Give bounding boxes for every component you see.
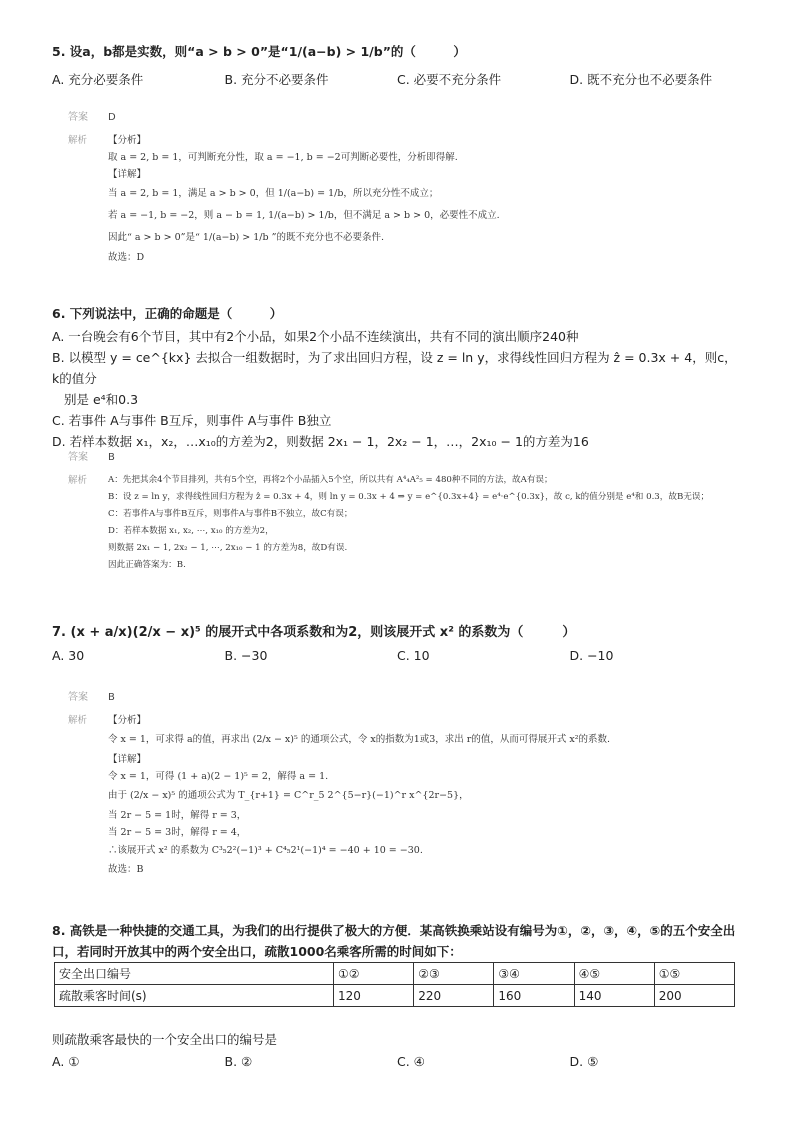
- question-7-options: [52, 648, 742, 663]
- option-b[interactable]: B. 以模型 y = ce^{kx} 去拟合一组数据时，为了求出回归方程，设 z = ln y，求得线性回归方程为 ẑ = 0.3x + 4，则c，k的值分: [52, 350, 737, 386]
- table-row: [55, 963, 735, 985]
- question-5-explanation: [68, 132, 754, 266]
- question-6-explanation: [68, 472, 754, 574]
- explain-line: 【分析】: [108, 135, 147, 146]
- question-8: [52, 920, 742, 962]
- option-d[interactable]: D. 既不充分也不必要条件: [569, 72, 713, 87]
- question-7-explanation: [68, 712, 754, 878]
- answer-value: B: [108, 452, 115, 463]
- table-cell: ①②: [334, 963, 414, 985]
- option-d[interactable]: D. ⑤: [569, 1054, 599, 1069]
- explain-line: 故选：D: [108, 252, 145, 263]
- option-b[interactable]: B. 充分不必要条件: [224, 72, 329, 87]
- question-5-stem: 5. 设a，b都是实数，则“a > b > 0”是“1/(a−b) > 1/b”的（ ）: [52, 44, 466, 59]
- table-cell: 疏散乘客时间(s): [55, 985, 334, 1007]
- table-cell: 120: [334, 985, 414, 1007]
- explain-line: A：先把其余4个节目排列，共有5个空，再将2个小品插入5个空，所以共有 A⁴₄A²₅ = 480种不同的方法，故A有误；: [108, 475, 553, 485]
- option-c[interactable]: C. ④: [397, 1054, 425, 1069]
- evacuation-time-table: [54, 962, 735, 1007]
- explain-line: 令 x = 1，可求得 a的值，再求出 (2/x − x)⁵ 的通项公式，令 x的指数为1或3，求出 r的值，从而可得展开式 x²的系数.: [108, 734, 611, 745]
- question-5-options: [52, 70, 742, 88]
- table-row: [55, 985, 735, 1007]
- explain-line: 【详解】: [108, 169, 147, 180]
- table-cell: ①⑤: [654, 963, 734, 985]
- question-5: [52, 42, 742, 88]
- explain-line: C：若事件A与事件B互斥，则事件A与事件B不独立，故C有误；: [108, 509, 353, 519]
- option-b[interactable]: B. −30: [224, 648, 268, 663]
- explain-line: 则数据 2x₁ − 1, 2x₂ − 1, ⋯, 2x₁₀ − 1 的方差为8，故D有误.: [108, 543, 348, 553]
- table-cell: 160: [494, 985, 574, 1007]
- question-5-answer: [68, 108, 116, 123]
- question-7-answer: [68, 688, 115, 703]
- explain-line: 故选：B: [108, 864, 144, 875]
- question-8-stem-line-1: 8. 高铁是一种快捷的交通工具，为我们的出行提供了极大的方便．某高铁换乘站设有编号为①，②，③，④，⑤的五个安全出: [52, 923, 736, 938]
- explain-line: ∴该展开式 x² 的系数为 C³₅2²(−1)³ + C⁴₅2¹(−1)⁴ = −40 + 10 = −30.: [108, 845, 423, 856]
- option-b-continued: 别是 e⁴和0.3: [64, 392, 139, 407]
- option-a[interactable]: A. 30: [52, 648, 85, 663]
- option-c[interactable]: C. 若事件 A与事件 B互斥，则事件 A与事件 B独立: [52, 413, 332, 428]
- question-7: [52, 620, 742, 663]
- option-c[interactable]: C. 必要不充分条件: [397, 72, 502, 87]
- answer-label: 答案: [68, 692, 88, 703]
- explain-line: 当 2r − 5 = 3时，解得 r = 4，: [108, 827, 247, 838]
- option-b[interactable]: B. ②: [224, 1054, 253, 1069]
- explain-line: 由于 (2/x − x)⁵ 的通项公式为 T_{r+1} = C^r_5 2^{5−r}(−1)^r x^{2r−5}，: [108, 790, 469, 801]
- explain-line: 因此“ a > b > 0”是“ 1/(a−b) > 1/b ”的既不充分也不必要条件.: [108, 232, 384, 243]
- answer-value: D: [108, 112, 116, 123]
- table-cell: ②③: [414, 963, 494, 985]
- answer-value: B: [108, 692, 115, 703]
- question-8-prompt: [52, 1030, 742, 1069]
- explain-line: 当 a = 2, b = 1，满足 a > b > 0，但 1/(a−b) = 1/b，所以充分性不成立；: [108, 188, 439, 199]
- option-a[interactable]: A. 一台晚会有6个节目，其中有2个小品，如果2个小品不连续演出，共有不同的演出顺序240种: [52, 329, 579, 344]
- explain-line: 取 a = 2, b = 1，可判断充分性，取 a = −1, b = −2可判断必要性，分析即得解.: [108, 152, 458, 163]
- table-cell: 200: [654, 985, 734, 1007]
- answer-label: 答案: [68, 112, 88, 123]
- explain-line: D：若样本数据 x₁, x₂, ⋯, x₁₀ 的方差为2，: [108, 526, 274, 536]
- explain-label: 解析: [68, 135, 88, 146]
- explain-line: 因此正确答案为：B.: [108, 560, 186, 570]
- question-8-stem-line-2: 口，若同时开放其中的两个安全出口，疏散1000名乘客所需的时间如下：: [52, 944, 462, 959]
- explain-line: 【分析】: [108, 715, 147, 726]
- option-c[interactable]: C. 10: [397, 648, 430, 663]
- option-d[interactable]: D. −10: [569, 648, 614, 663]
- option-a[interactable]: A. 充分必要条件: [52, 72, 144, 87]
- explain-line: 当 2r − 5 = 1时，解得 r = 3，: [108, 810, 247, 821]
- table-cell: 安全出口编号: [55, 963, 334, 985]
- question-6-stem: 6. 下列说法中，正确的命题是（ ）: [52, 306, 283, 321]
- question-8-question: 则疏散乘客最快的一个安全出口的编号是: [52, 1032, 278, 1047]
- explain-line: 若 a = −1, b = −2，则 a − b = 1, 1/(a−b) > 1/b，但不满足 a > b > 0，必要性不成立.: [108, 210, 500, 221]
- table-cell: 220: [414, 985, 494, 1007]
- option-d[interactable]: D. 若样本数据 x₁，x₂，…x₁₀的方差为2，则数据 2x₁ − 1，2x₂ − 1，…，2x₁₀ − 1的方差为16: [52, 434, 589, 449]
- answer-label: 答案: [68, 452, 88, 463]
- explain-line: 【详解】: [108, 754, 147, 765]
- question-6: [52, 304, 742, 452]
- table-cell: 140: [574, 985, 654, 1007]
- explain-label: 解析: [68, 475, 88, 486]
- question-7-stem: 7. (x + a/x)(2/x − x)⁵ 的展开式中各项系数和为2，则该展开式 x² 的系数为（ ）: [52, 625, 576, 640]
- explain-label: 解析: [68, 715, 88, 726]
- question-8-options: [52, 1054, 742, 1069]
- question-6-answer: [68, 448, 115, 463]
- explain-line: 令 x = 1，可得 (1 + a)(2 − 1)⁵ = 2，解得 a = 1.: [108, 771, 329, 782]
- table-cell: ③④: [494, 963, 574, 985]
- table-cell: ④⑤: [574, 963, 654, 985]
- explain-line: B：设 z = ln y，求得线性回归方程为 ẑ = 0.3x + 4，则 ln y = 0.3x + 4 ⇒ y = e^{0.3x+4} = e⁴·e^{0.3x}，故 c, k的值分别是 e⁴和 0.3，故B无误；: [108, 492, 710, 502]
- option-a[interactable]: A. ①: [52, 1054, 80, 1069]
